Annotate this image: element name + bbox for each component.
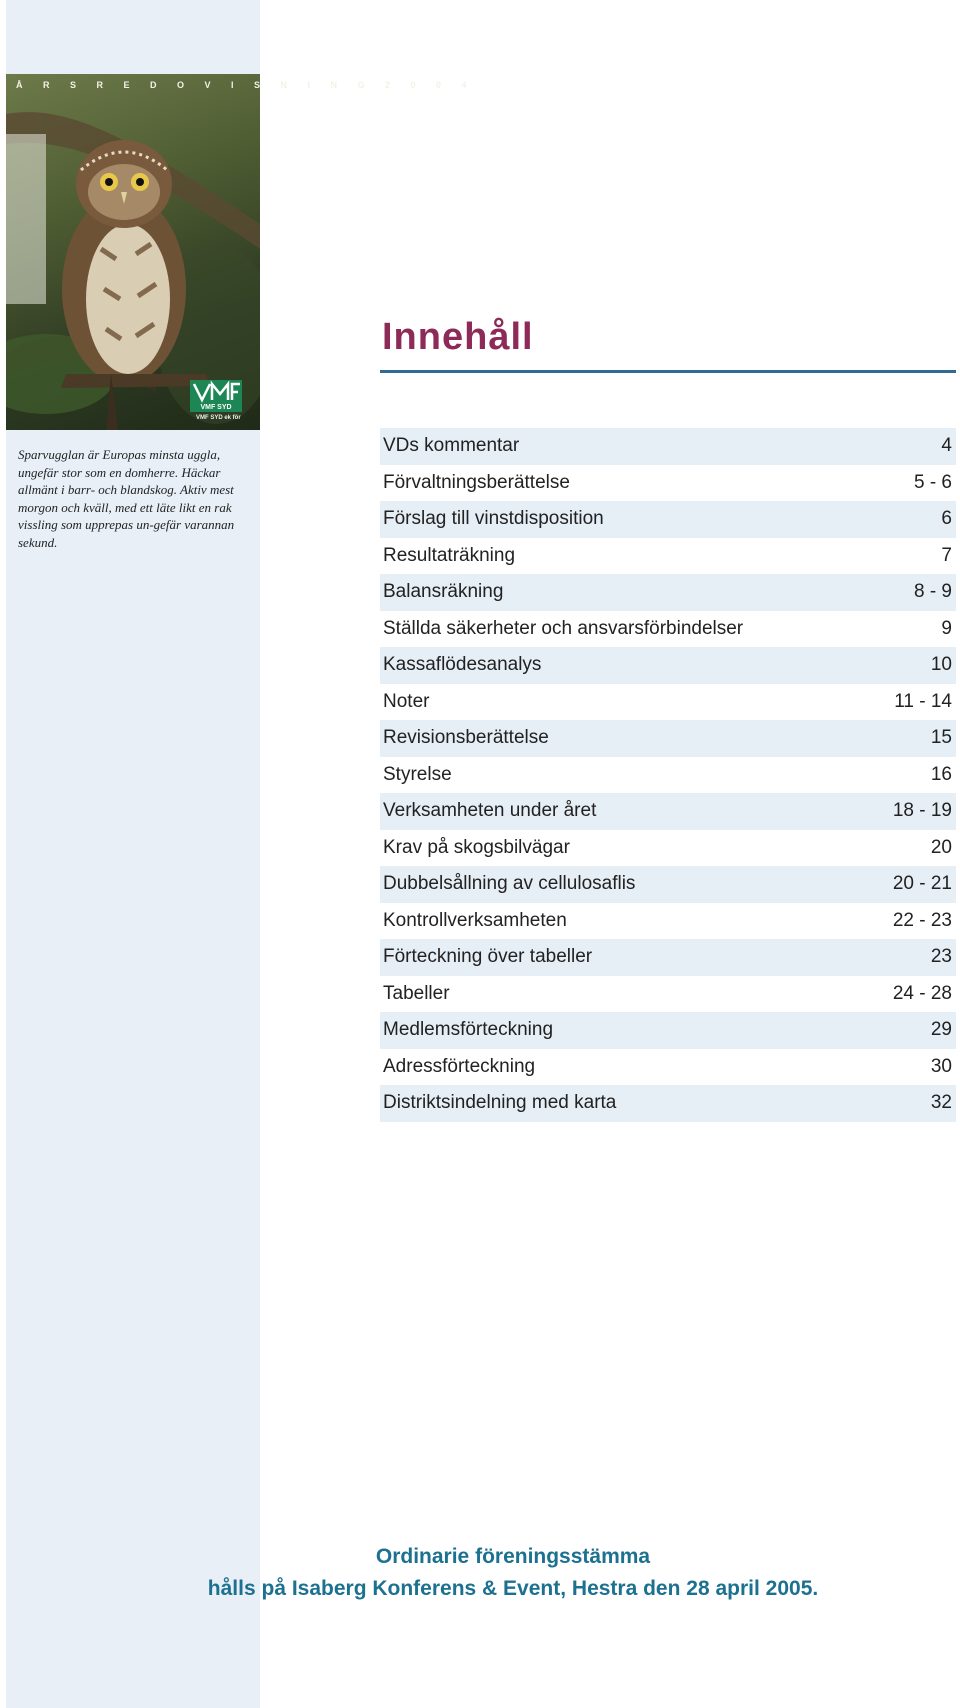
toc-row-page: 24 - 28 [892,982,952,1004]
toc-row-label: Adressförteckning [383,1055,536,1077]
toc-row-page: 4 [941,435,952,457]
toc-row-label: Styrelse [383,763,452,785]
toc-row-page: 32 [930,1092,952,1114]
toc-row-label: VDs kommentar [383,435,520,457]
toc-row-label: Krav på skogsbilvägar [383,836,570,858]
toc-row-label: Kontrollverksamheten [383,909,567,931]
toc-row-label: Förteckning över tabeller [383,946,593,968]
toc-row-page: 16 [930,763,952,785]
toc-row [380,1085,956,1122]
toc-row [380,793,956,830]
toc-row [380,538,956,575]
toc-row-label: Förslag till vinstdisposition [383,508,604,530]
toc-row-label: Balansräkning [383,581,504,603]
toc-row-page: 23 [930,946,952,968]
toc-row-label: Distriktsindelning med karta [383,1092,617,1114]
toc-row-page: 18 - 19 [892,800,952,822]
toc-row [380,720,956,757]
cover-title: Å R S R E D O V I S N I N G 2 0 0 4 [16,80,476,90]
toc-row-label: Noter [383,690,430,712]
toc-row-page: 6 [941,508,952,530]
toc-row-page: 22 - 23 [892,909,952,931]
owl-photo [6,74,260,430]
toc-row-label: Medlemsförteckning [383,1019,554,1041]
meeting-notice-title: Ordinarie föreningsstämma [375,1545,651,1568]
vmf-logo [190,380,242,412]
toc-row-page: 7 [941,544,952,566]
vmf-logo-text: VMF SYD [200,404,232,411]
toc-row [380,903,956,940]
toc-row [380,574,956,611]
vmf-logo-caption: VMF SYD ek för [196,415,241,421]
owl-caption: Sparvugglan är Europas minsta uggla, ungefär stor som en domherre. Häckar allmänt i barr- och blandskog. Aktiv mest morgon och kväll, med ett läte likt en rak vissling som upprepas un-gefär varannan sekund. [18,447,235,550]
toc-row-label: Förvaltningsberättelse [383,471,570,493]
toc-row [380,647,956,684]
cover-image [6,74,260,430]
toc-row [380,611,956,648]
toc-row [380,939,956,976]
toc-row-page: 20 - 21 [892,873,952,895]
toc-row-page: 9 [941,617,952,639]
toc-row-page: 29 [930,1019,952,1041]
toc-row [380,830,956,867]
table-of-contents [380,428,956,1122]
toc-row [380,501,956,538]
toc-row [380,684,956,721]
toc-row-page: 11 - 14 [894,690,952,712]
toc-row-label: Kassaflödesanalys [383,654,542,676]
toc-row [380,1049,956,1086]
toc-row-label: Revisionsberättelse [383,727,549,749]
toc-row-label: Resultaträkning [383,544,516,566]
toc-row [380,465,956,502]
toc-row-page: 15 [930,727,952,749]
toc-row-label: Dubbelsållning av cellulosaflis [383,873,636,895]
toc-row-page: 8 - 9 [913,581,952,603]
toc-row [380,757,956,794]
toc-row-page: 5 - 6 [913,471,952,493]
toc-row-label: Ställda säkerheter och ansvarsförbindelser [383,617,744,639]
toc-row-label: Verksamheten under året [383,800,597,822]
toc-row [380,866,956,903]
toc-title: Innehåll [382,316,534,358]
toc-row-page: 10 [930,654,952,676]
toc-row-page: 20 [930,836,952,858]
toc-divider [380,370,956,373]
toc-row [380,976,956,1013]
toc-row-page: 30 [930,1055,952,1077]
meeting-notice-details: hålls på Isaberg Konferens & Event, Hestra den 28 april 2005. [207,1577,819,1600]
toc-row [380,1012,956,1049]
toc-row [380,428,956,465]
toc-row-label: Tabeller [383,982,450,1004]
